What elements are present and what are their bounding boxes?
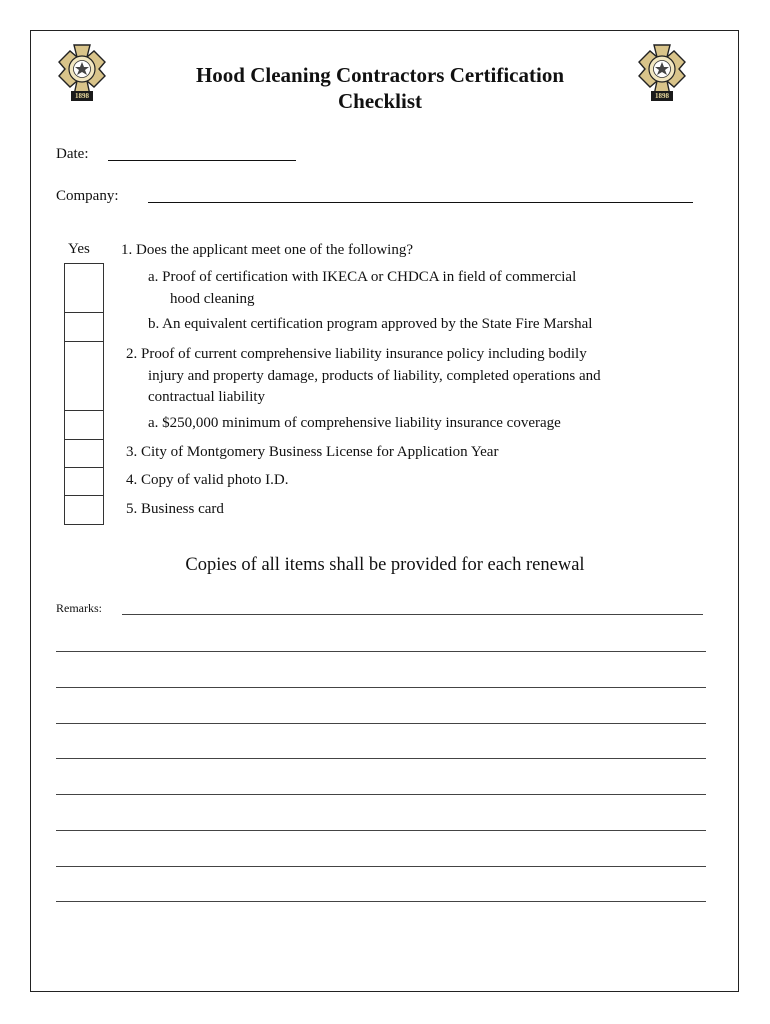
checkbox-item-3[interactable] — [64, 439, 104, 468]
checklist-item-2a: a. $250,000 minimum of comprehensive liability insurance coverage — [148, 415, 561, 431]
remarks-line-6[interactable] — [56, 784, 706, 795]
company-label: Company: — [56, 188, 119, 204]
checklist-item-5: 5. Business card — [126, 501, 224, 517]
checkbox-item-2a[interactable] — [64, 410, 104, 440]
checklist-item-2-line-1: 2. Proof of current comprehensive liability insurance policy including bodily — [126, 346, 587, 362]
logo-year: 1898 — [655, 92, 669, 100]
checklist-item-2-line-2: injury and property damage, products of liability, completed operations and — [148, 368, 601, 384]
remarks-line-8[interactable] — [56, 856, 706, 867]
fire-department-logo-right — [637, 43, 687, 103]
remarks-line-5[interactable] — [56, 748, 706, 759]
company-field[interactable] — [148, 192, 693, 203]
checkbox-item-2[interactable] — [64, 341, 104, 411]
title-line-2: Checklist — [338, 89, 422, 113]
page-title — [130, 62, 630, 114]
title-line-1: Hood Cleaning Contractors Certification — [195, 63, 565, 87]
renewal-note: Copies of all items shall be provided for each renewal — [185, 555, 585, 575]
fire-department-logo-left — [57, 43, 107, 103]
remarks-line-1[interactable] — [122, 603, 703, 615]
checkbox-item-1a[interactable] — [64, 263, 104, 313]
checklist-item-1b: b. An equivalent certification program approved by the State Fire Marshal — [148, 316, 593, 332]
remarks-line-7[interactable] — [56, 820, 706, 831]
logo-year: 1898 — [75, 92, 89, 100]
checkbox-item-5[interactable] — [64, 495, 104, 525]
yes-column-header: Yes — [68, 241, 90, 257]
checkbox-item-1b[interactable] — [64, 312, 104, 342]
remarks-line-4[interactable] — [56, 713, 706, 724]
checklist-item-4: 4. Copy of valid photo I.D. — [126, 472, 289, 488]
remarks-line-3[interactable] — [56, 677, 706, 688]
remarks-label: Remarks: — [56, 601, 102, 615]
checklist-item-1a-line-2: hood cleaning — [170, 291, 255, 307]
checklist-item-2-line-3: contractual liability — [148, 389, 266, 405]
remarks-line-9[interactable] — [56, 891, 706, 902]
date-label: Date: — [56, 146, 89, 162]
checklist-item-1a-line-1: a. Proof of certification with IKECA or CHDCA in field of commercial — [148, 269, 577, 285]
date-field[interactable] — [108, 150, 296, 161]
checklist-item-3: 3. City of Montgomery Business License for Application Year — [126, 444, 499, 460]
remarks-line-2[interactable] — [56, 641, 706, 652]
checkbox-item-4[interactable] — [64, 467, 104, 496]
checklist-item-1: 1. Does the applicant meet one of the following? — [121, 242, 413, 258]
